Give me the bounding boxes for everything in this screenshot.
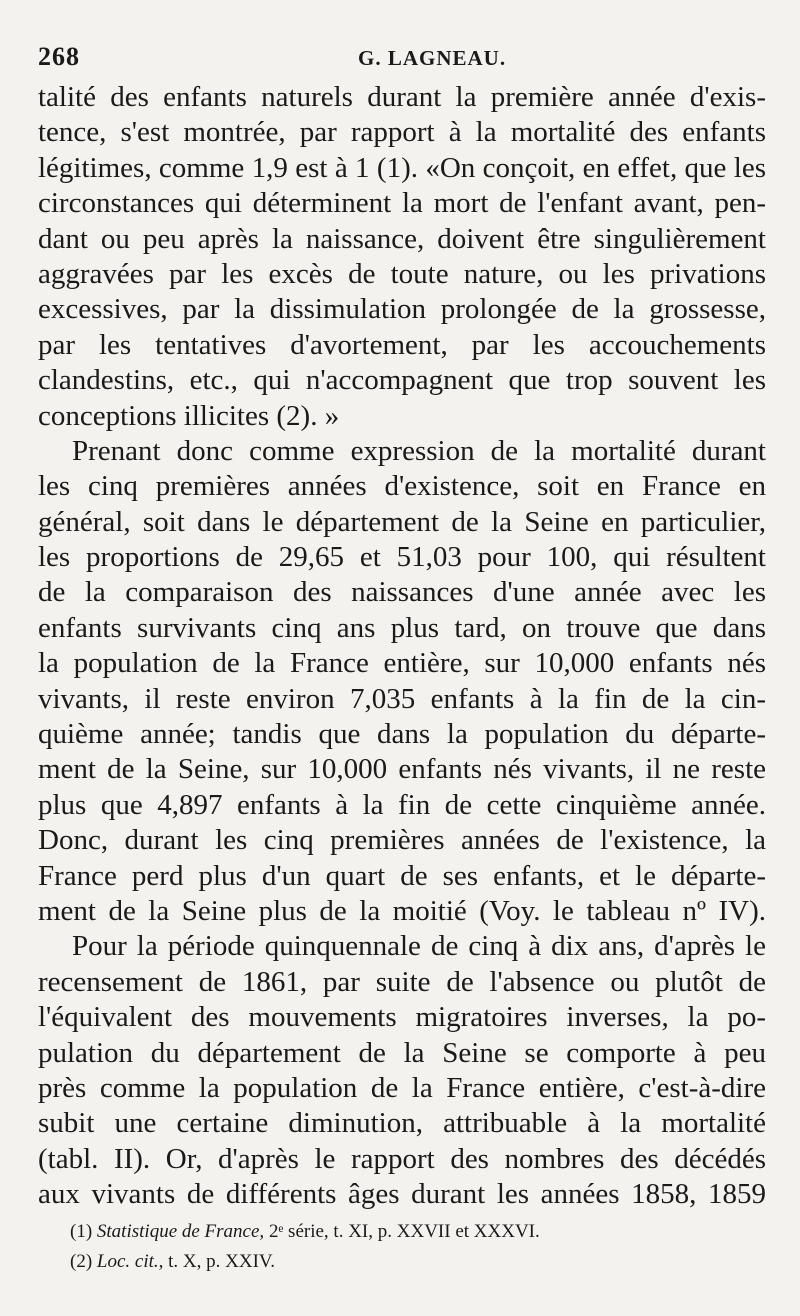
text-line: recensement de 1861, par suite de l'absence ou plutôt de	[38, 965, 766, 998]
text-line: circonstances qui déterminent la mort de l'enfant avant, pen-	[38, 187, 766, 220]
text-line: clandestins, etc., qui n'accompagnent que trop souvent les	[38, 364, 766, 397]
footnote-title: Loc. cit.,	[96, 1251, 164, 1272]
text-line: Pour la période quinquennale de cinq à dix ans, d'après le	[72, 930, 766, 963]
text-line: ment de la Seine, sur 10,000 enfants nés vivants, il ne reste	[38, 753, 766, 786]
text-line: ment de la Seine plus de la moitié (Voy. le tableau nº IV).	[38, 894, 766, 927]
text-line: près comme la population de la France entière, c'est-à-dire	[38, 1071, 766, 1104]
page-number: 268	[38, 42, 80, 71]
text-line: conceptions illicites (2). »	[38, 399, 340, 432]
footnote-mark: (1)	[70, 1221, 93, 1242]
text-line: enfants survivants cinq ans plus tard, on trouve que dans	[38, 611, 766, 644]
text-line: Prenant donc comme expression de la mortalité durant	[72, 434, 766, 467]
page-header	[38, 42, 762, 82]
footnote	[70, 1247, 770, 1277]
text-line: talité des enfants naturels durant la première année d'exis-	[38, 81, 766, 113]
running-head: G. LAGNEAU.	[358, 46, 507, 70]
footnotes	[70, 1217, 770, 1277]
text-line: les cinq premières années d'existence, soit en France en	[38, 470, 766, 503]
footnote-reference: 2ᵉ série, t. XI, p. XXVII et XXXVI.	[268, 1221, 540, 1242]
text-line: plus que 4,897 enfants à la fin de cette cinquième année.	[38, 788, 766, 821]
body-text	[38, 80, 766, 1213]
text-line: l'équivalent des mouvements migratoires inverses, la po-	[38, 1001, 766, 1034]
text-line: aux vivants de différents âges durant les années 1858, 1859	[38, 1178, 766, 1211]
text-line: dant ou peu après la naissance, doivent être singulièrement	[38, 222, 766, 255]
footnote-title: Statistique de France,	[96, 1221, 265, 1242]
text-line: par les tentatives d'avortement, par les accouchements	[38, 328, 766, 361]
text-line: la population de la France entière, sur 10,000 enfants nés	[38, 647, 766, 680]
text-line: quième année; tandis que dans la population du départe-	[38, 718, 766, 751]
text-line: légitimes, comme 1,9 est à 1 (1). «On conçoit, en effet, que les	[38, 151, 766, 184]
text-line: (tabl. II). Or, d'après le rapport des nombres des décédés	[38, 1142, 766, 1175]
text-line: aggravées par les excès de toute nature, ou les privations	[38, 257, 766, 290]
text-line: pulation du département de la Seine se comporte à peu	[38, 1036, 766, 1069]
text-line: France perd plus d'un quart de ses enfants, et le départe-	[38, 859, 766, 892]
footnote	[70, 1217, 770, 1247]
text-line: de la comparaison des naissances d'une année avec les	[38, 576, 766, 609]
footnote-reference: t. X, p. XXIV.	[168, 1251, 275, 1272]
text-line: tence, s'est montrée, par rapport à la mortalité des enfants	[38, 116, 766, 149]
text-line: excessives, par la dissimulation prolongée de la grossesse,	[38, 293, 766, 326]
text-line: subit une certaine diminution, attribuable à la mortalité	[38, 1107, 766, 1140]
text-line: général, soit dans le département de la Seine en particulier,	[38, 505, 766, 538]
text-line: Donc, durant les cinq premières années de l'existence, la	[38, 824, 766, 857]
text-line: vivants, il reste environ 7,035 enfants à la fin de la cin-	[38, 682, 766, 715]
text-line: les proportions de 29,65 et 51,03 pour 100, qui résultent	[38, 541, 766, 574]
footnote-mark: (2)	[70, 1251, 93, 1272]
